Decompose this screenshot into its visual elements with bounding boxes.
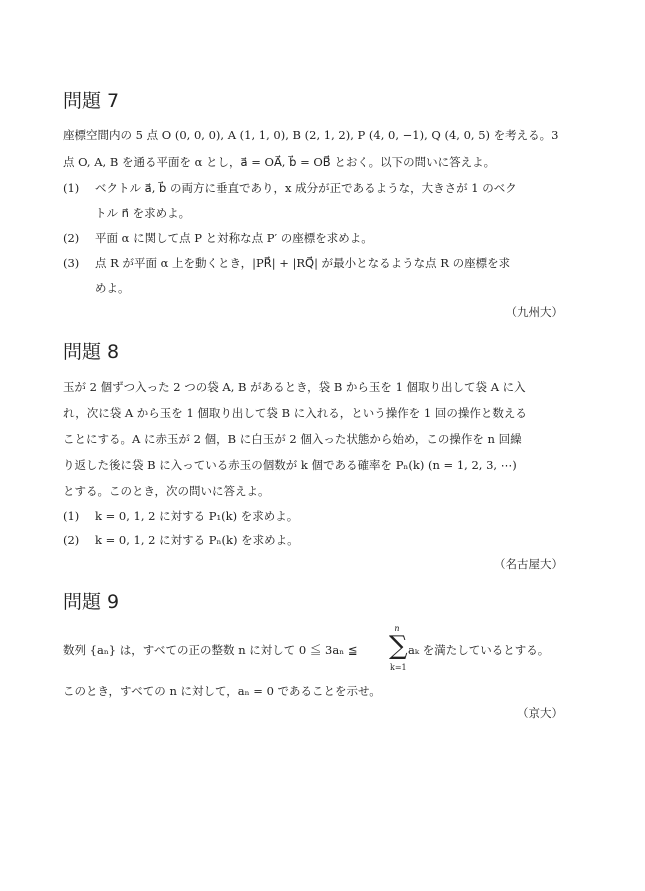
problem-9-line-1b: aₖ を満たしているとする。 xyxy=(408,643,550,657)
problem-7-item-1-text: ベクトル a⃗, b⃗ の両方に垂直であり，x 成分が正であるような，大きさが 1 のベク xyxy=(95,181,517,195)
problem-9-line-2: このとき，すべての n に対して，aₙ = 0 であることを示せ。 xyxy=(63,684,381,698)
problem-7-item-2-text: 平面 α に関して点 P と対称な点 P′ の座標を求めよ。 xyxy=(95,231,373,245)
problem-7-line-2: 点 O, A, B を通る平面を α とし，a⃗ = OA⃗, b⃗ = OB⃗ とおく。以下の問いに答えよ。 xyxy=(63,155,496,169)
problem-7-line-1: 座標空間内の 5 点 O (0, 0, 0), A (1, 1, 0), B (2, 1, 2), P (4, 0, −1), Q (4, 0, 5) を考える。3 xyxy=(63,128,559,142)
problem-9-source: （京大） xyxy=(517,706,563,720)
problem-7-item-1-continuation: トル n⃗ を求めよ。 xyxy=(95,206,191,220)
problem-8-title: 問題 8 xyxy=(63,341,120,363)
problem-8-line-4: り返した後に袋 B に入っている赤玉の個数が k 個である確率を Pₙ(k) (n = 1, 2, 3, ⋯) xyxy=(63,458,517,472)
problem-7-item-3-number: (3) xyxy=(63,256,80,270)
problem-8-item-2-text: k = 0, 1, 2 に対する Pₙ(k) を求めよ。 xyxy=(95,533,299,547)
summation-upper-limit: n xyxy=(394,624,400,633)
problem-8-line-1: 玉が 2 個ずつ入った 2 つの袋 A, B があるとき，袋 B から玉を 1 個取り出して袋 A に入 xyxy=(63,380,526,394)
problem-7-title: 問題 7 xyxy=(63,90,120,112)
summation-sign: ∑ xyxy=(389,631,408,661)
problem-7-item-3-text: 点 R が平面 α 上を動くとき，|PR⃗| + |RQ⃗| が最小となるような点 R の座標を求 xyxy=(95,256,511,270)
problem-7-item-2-number: (2) xyxy=(63,231,80,245)
problem-7-item-1-number: (1) xyxy=(63,181,80,195)
problem-8-item-2-number: (2) xyxy=(63,533,80,547)
problem-8-line-3: ことにする。A に赤玉が 2 個，B に白玉が 2 個入った状態から始め，この操作を n 回繰 xyxy=(63,432,522,446)
problem-9-line-1a: 数列 {aₙ} は，すべての正の整数 n に対して 0 ≦ 3aₙ ≦ xyxy=(63,643,358,657)
summation-lower-limit: k=1 xyxy=(390,663,407,672)
problem-8-source: （名古屋大） xyxy=(494,557,563,571)
problem-8-item-1-number: (1) xyxy=(63,509,80,523)
problem-8-line-5: とする。このとき，次の問いに答えよ。 xyxy=(63,484,270,498)
problem-7-item-3-continuation: めよ。 xyxy=(95,281,130,295)
problem-7-source: （九州大） xyxy=(505,305,563,319)
problem-9-title: 問題 9 xyxy=(63,591,120,613)
problem-8-item-1-text: k = 0, 1, 2 に対する P₁(k) を求めよ。 xyxy=(95,509,299,523)
problem-8-line-2: れ，次に袋 A から玉を 1 個取り出して袋 B に入れる，という操作を 1 回の操作と数える xyxy=(63,406,527,420)
